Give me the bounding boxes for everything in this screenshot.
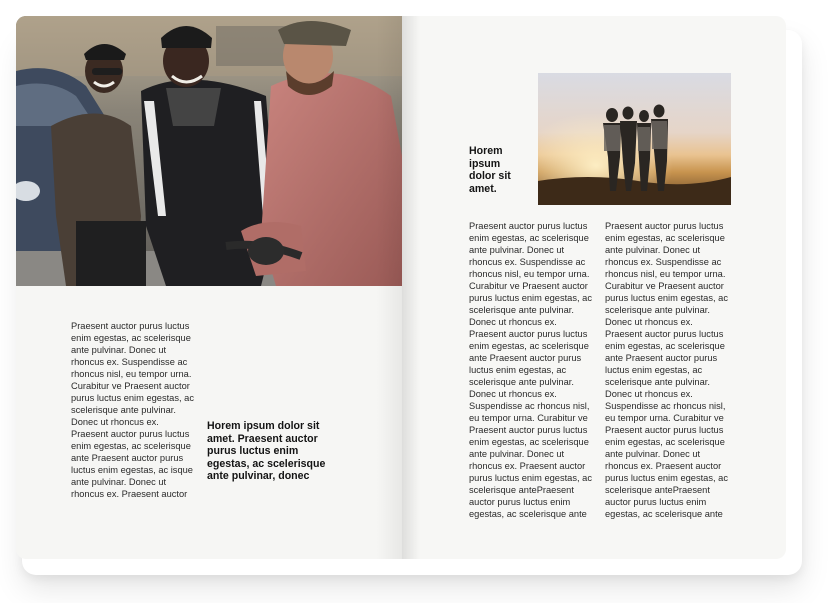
right-column-1: Praesent auctor purus luctus enim egestas, ac scelerisque ante pulvinar. Donec ut rhoncus ex. Suspendisse ac rhoncus nisl, eu tempor urna. Curabitur ve Praesent auctor purus luctus enim egestas, ac scelerisque ante pulvinar. Donec ut rhoncus ex. Praesent auctor purus luctus enim egestas, ac scelerisque ante Praesent auctor purus luctus enim egestas, ac scelerisque ante pulvinar. Donec ut rhoncus ex. Suspendisse ac rhoncus nisl, eu tempor urna. Curabitur ve Praesent auctor purus luctus enim egestas, ac scelerisque ante pulvinar. Donec ut rhoncus ex. Praesent auctor purus luctus enim egestas, ac scelerisque antePraesent auctor purus luctus enim egestas, ac scelerisque ante [469,221,592,519]
headline: Horem ipsum dolor sit amet. [469,145,511,195]
left-body-text: Praesent auctor purus luctus enim egestas, ac scelerisque ante pulvinar. Donec ut rhoncus ex. Suspendisse ac rhoncus nisl, eu tempor urna. Curabitur ve Praesent auctor purus luctus enim egestas, ac scelerisque ante pulvinar. Donec ut rhoncus ex. Praesent auctor purus luctus enim egestas, ac scelerisque ante Praesent auctor purus luctus enim egestas, ac isque ante pulvinar. Donec ut rhoncus ex. Praesent auctor [71,321,194,499]
right-column-2: Praesent auctor purus luctus enim egestas, ac scelerisque ante pulvinar. Donec ut rhoncus ex. Suspendisse ac rhoncus nisl, eu tempor urna. Curabitur ve Praesent auctor purus luctus enim egestas, ac scelerisque ante pulvinar. Donec ut rhoncus ex. Praesent auctor purus luctus enim egestas, ac scelerisque ante Praesent auctor purus luctus enim egestas, ac scelerisque ante pulvinar. Donec ut rhoncus ex. Suspendisse ac rhoncus nisl, eu tempor urna. Curabitur ve Praesent auctor purus luctus enim egestas, ac scelerisque ante pulvinar. Donec ut rhoncus ex. Praesent auctor purus luctus enim egestas, ac scelerisque antePraesent auctor purus luctus enim egestas, ac scelerisque ante [605,221,728,519]
photo-friends-laughing [16,16,402,286]
photo-group-sunset [538,73,731,205]
right-page [402,16,786,559]
pull-quote: Horem ipsum dolor sit amet. Praesent auctor purus luctus enim egestas, ac scelerisque ante pulvinar, donec [207,420,326,482]
right-gutter-shade [402,16,420,559]
left-page [16,16,402,559]
hero-photo-illustration [16,16,402,286]
left-gutter-shade [376,16,402,559]
sunset-photo-illustration [538,73,731,205]
